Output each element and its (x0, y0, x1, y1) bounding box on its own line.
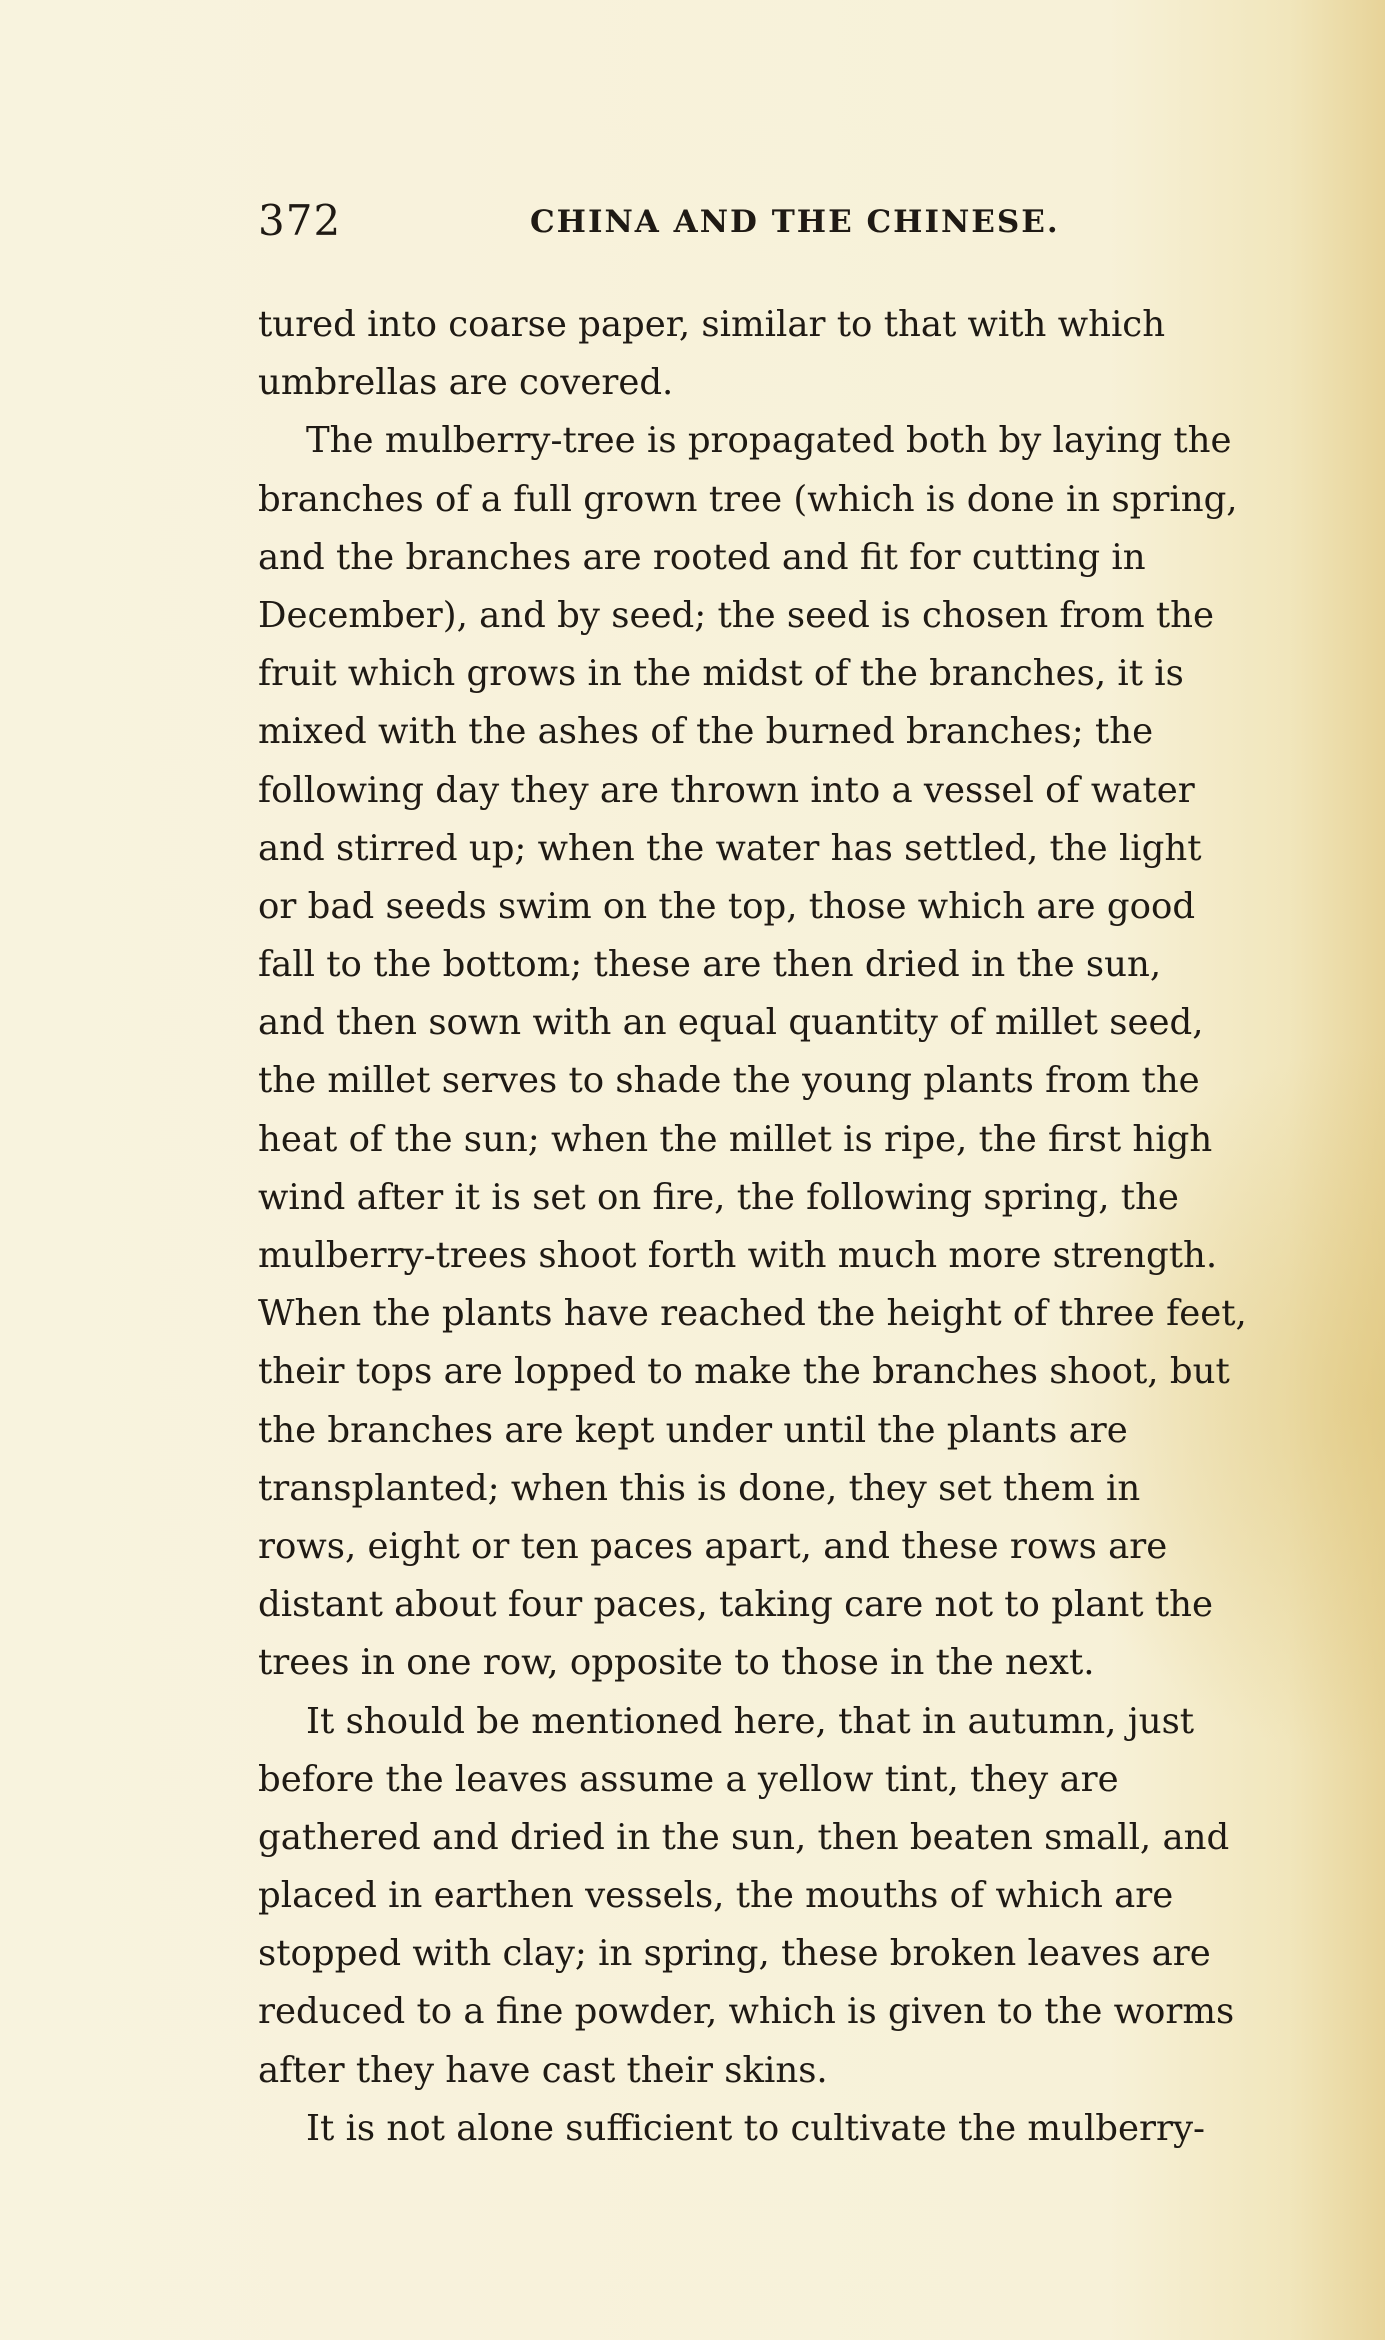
text-line: It should be mentioned here, that in autumn, just (306, 1700, 1195, 1742)
text-line: gathered and dried in the sun, then beaten small, and (258, 1816, 1230, 1858)
text-line: fall to the bottom; these are then dried in the sun, (258, 944, 1162, 986)
text-line: transplanted; when this is done, they set them in (258, 1467, 1141, 1509)
text-line: It is not alone sufficient to cultivate the mulberry- (306, 2107, 1206, 2149)
text-line: mixed with the ashes of the burned branches; the (258, 711, 1154, 753)
text-line: reduced to a fine powder, which is given to the worms (258, 1991, 1235, 2033)
text-line: or bad seeds swim on the top, those which are good (258, 885, 1196, 927)
running-title: CHINA AND THE CHINESE. (530, 204, 1060, 240)
text-line: and stirred up; when the water has settled, the light (258, 827, 1202, 869)
text-line: and then sown with an equal quantity of millet seed, (258, 1002, 1204, 1044)
text-line: following day they are thrown into a vessel of water (258, 769, 1195, 811)
text-line: after they have cast their skins. (258, 2049, 828, 2091)
text-line: December), and by seed; the seed is chosen from the (258, 594, 1215, 636)
text-line: When the plants have reached the height of three feet, (258, 1293, 1247, 1335)
text-line: trees in one row, opposite to those in the next. (258, 1642, 1095, 1684)
body-text (258, 296, 1348, 2158)
text-line: the millet serves to shade the young plants from the (258, 1060, 1200, 1102)
text-line: branches of a full grown tree (which is done in spring, (258, 478, 1238, 520)
page-number: 372 (258, 196, 342, 245)
text-line: stopped with clay; in spring, these broken leaves are (258, 1933, 1211, 1975)
text-line: fruit which grows in the midst of the branches, it is (258, 653, 1184, 695)
text-line: umbrellas are covered. (258, 362, 674, 404)
text-line: mulberry-trees shoot forth with much more strength. (258, 1235, 1218, 1276)
running-head (258, 196, 1078, 256)
text-line: their tops are lopped to make the branches shoot, but (258, 1351, 1230, 1393)
text-line: wind after it is set on fire, the following spring, the (258, 1176, 1179, 1218)
text-line: heat of the sun; when the millet is ripe, the first high (258, 1118, 1213, 1160)
text-line: the branches are kept under until the plants are (258, 1409, 1128, 1451)
text-line: and the branches are rooted and fit for cutting in (258, 536, 1146, 578)
text-line: placed in earthen vessels, the mouths of which are (258, 1875, 1174, 1917)
text-line: rows, eight or ten paces apart, and these rows are (258, 1525, 1168, 1567)
text-line: The mulberry-tree is propagated both by laying the (306, 420, 1232, 462)
text-line: before the leaves assume a yellow tint, they are (258, 1758, 1119, 1800)
text-line: tured into coarse paper, similar to that with which (258, 304, 1166, 345)
text-line: distant about four paces, taking care not to plant the (258, 1584, 1213, 1626)
